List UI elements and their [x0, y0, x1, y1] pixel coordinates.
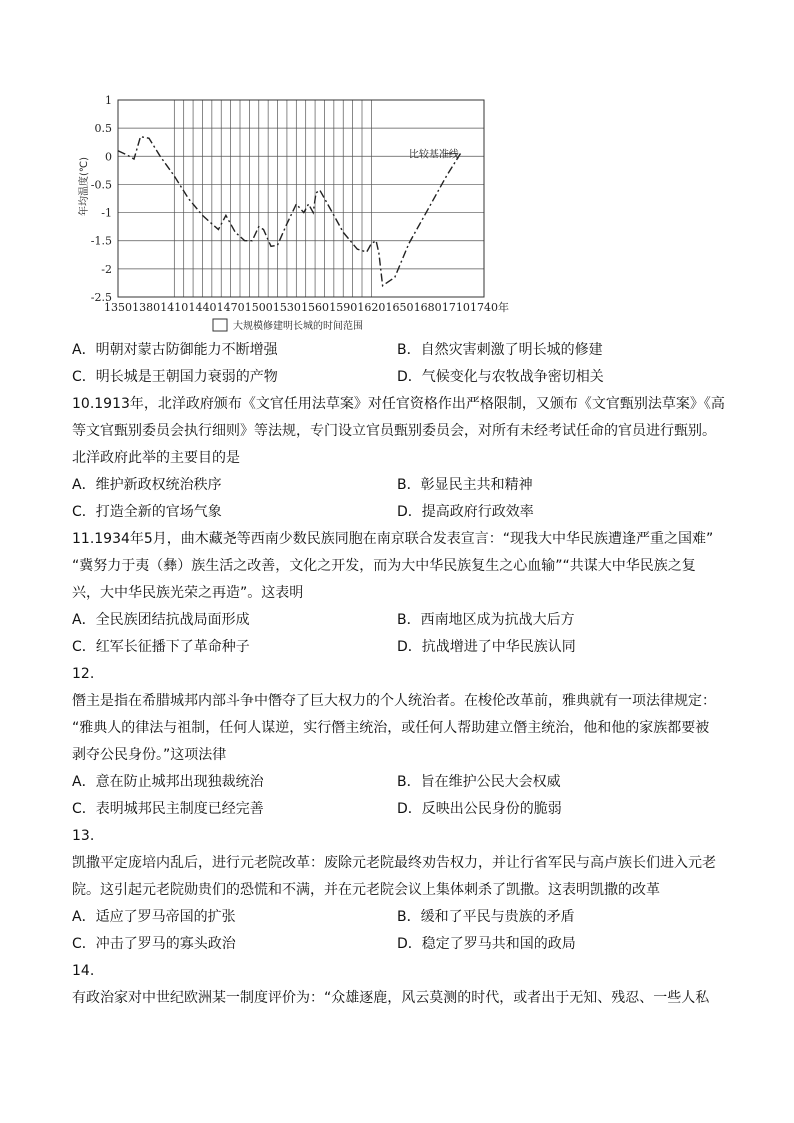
y-tick-label: -1 [101, 206, 112, 220]
x-tick-label: 1470 [216, 301, 245, 314]
q10-option-c[interactable]: C．打造全新的官场气象 [72, 504, 222, 520]
y-tick-label: -0.5 [90, 178, 112, 192]
x-tick-label: 1740 [470, 301, 498, 314]
x-tick-label: 1380 [132, 301, 161, 314]
y-tick-label: 0 [105, 150, 112, 164]
y-tick-label: -2.5 [90, 291, 112, 304]
q10-option-d[interactable]: D．提高政府行政效率 [397, 504, 534, 520]
q12-option-a[interactable]: A．意在防止城邦出现独裁统治 [72, 774, 264, 790]
q12-stem-line-1: 僭主是指在希腊城邦内部斗争中僭夺了巨大权力的个人统治者。在梭伦改革前，雅典就有一项法律规定： [72, 693, 716, 709]
q13-stem-line-1: 凯撒平定庞培内乱后，进行元老院改革：废除元老院最终劝告权力，并让行省军民与高卢族长们进入元老 [72, 855, 716, 871]
legend-label: 大规模修建明长城的时间范围 [233, 321, 363, 332]
q12-option-c[interactable]: C．表明城邦民主制度已经完善 [72, 801, 264, 817]
y-axis-label: 年均温度(℃) [79, 156, 90, 217]
x-tick-label: 1500 [244, 301, 273, 314]
q12-option-d[interactable]: D．反映出公民身份的脆弱 [397, 801, 562, 817]
q9-option-a[interactable]: A．明朝对蒙古防御能力不断增强 [72, 342, 278, 358]
y-tick-label: -1.5 [90, 234, 112, 248]
y-tick-label: 1 [105, 94, 112, 107]
x-tick-label: 1680 [413, 301, 442, 314]
x-tick-label: 1560 [301, 301, 330, 314]
x-tick-label: 1620 [357, 301, 386, 314]
y-tick-label: 0.5 [94, 122, 112, 136]
q12-stem-line-2: “雅典人的律法与祖制，任何人谋逆，实行僭主统治，或任何人帮助建立僭主统治，他和他的家族都要被 [72, 720, 710, 736]
baseline-label: 比较基准线 [408, 149, 459, 161]
q14-number: 14. [72, 963, 95, 979]
q10-stem-line-1: 10.1913年，北洋政府颁布《文官任用法草案》对任官资格作出严格限制，又颁布《文官甄别法草案》《高 [72, 396, 725, 412]
plot-frame [118, 100, 484, 297]
temperature-line-chart [78, 92, 518, 337]
q10-option-b[interactable]: B．彰显民主共和精神 [397, 477, 533, 493]
q13-option-d[interactable]: D．稳定了罗马共和国的政局 [397, 936, 576, 952]
q13-option-b[interactable]: B．缓和了平民与贵族的矛盾 [397, 909, 575, 925]
y-tick-label: -2 [101, 262, 112, 276]
q14-stem-line-1: 有政治家对中世纪欧洲某一制度评价为：“众雄逐鹿，风云莫测的时代，或者出于无知、残忍、一些人私 [72, 990, 710, 1006]
q10-option-a[interactable]: A．维护新政权统治秩序 [72, 477, 222, 493]
x-tick-label: 1440 [188, 301, 217, 314]
q13-number: 13. [72, 828, 95, 844]
q11-option-d[interactable]: D．抗战增进了中华民族认同 [397, 639, 576, 655]
q10-stem-line-2: 等文官甄别委员会执行细则》等法规，专门设立官员甄别委员会，对所有未经考试任命的官员进行甄别。 [72, 423, 716, 439]
x-tick-label: 1650 [385, 301, 414, 314]
q13-option-c[interactable]: C．冲击了罗马的寡头政治 [72, 936, 236, 952]
q11-stem-line-3: 兴，大中华民族光荣之再造”。这表明 [72, 585, 304, 601]
q10-stem-line-3: 北洋政府此举的主要目的是 [72, 450, 240, 466]
q11-option-a[interactable]: A．全民族团结抗战局面形成 [72, 612, 250, 628]
q13-stem-line-2: 院。这引起元老院勋贵们的恐慌和不满，并在元老院会议上集体刺杀了凯撒。这表明凯撒的改革 [72, 882, 660, 898]
q11-option-b[interactable]: B．西南地区成为抗战大后方 [397, 612, 575, 628]
q9-option-b[interactable]: B．自然灾害刺激了明长城的修建 [397, 342, 603, 358]
q12-number: 12. [72, 666, 95, 682]
x-tick-label: 1350 [104, 301, 132, 314]
x-axis-label: 年 [498, 301, 509, 314]
q11-stem-line-1: 11.1934年5月，曲木藏尧等西南少数民族同胞在南京联合发表宣言：“现我大中华民族遭逢严重之国难” [72, 531, 714, 547]
q9-option-d[interactable]: D．气候变化与农牧战争密切相关 [397, 369, 604, 385]
x-tick-label: 1590 [329, 301, 358, 314]
q12-option-b[interactable]: B．旨在维护公民大会权威 [397, 774, 561, 790]
q13-option-a[interactable]: A．适应了罗马帝国的扩张 [72, 909, 236, 925]
x-tick-label: 1530 [272, 301, 301, 314]
q9-option-c[interactable]: C．明长城是王朝国力衰弱的产物 [72, 369, 278, 385]
q11-stem-line-2: “冀努力于夷（彝）族生活之改善，文化之开发，而为大中华民族复生之心血输”“共谋大中华民族之复 [72, 558, 696, 574]
q12-stem-line-3: 剥夺公民身份。”这项法律 [72, 747, 227, 763]
q11-option-c[interactable]: C．红军长征播下了革命种子 [72, 639, 250, 655]
legend-swatch [213, 319, 227, 331]
x-tick-label: 1410 [160, 301, 189, 314]
x-tick-label: 1710 [441, 301, 470, 314]
